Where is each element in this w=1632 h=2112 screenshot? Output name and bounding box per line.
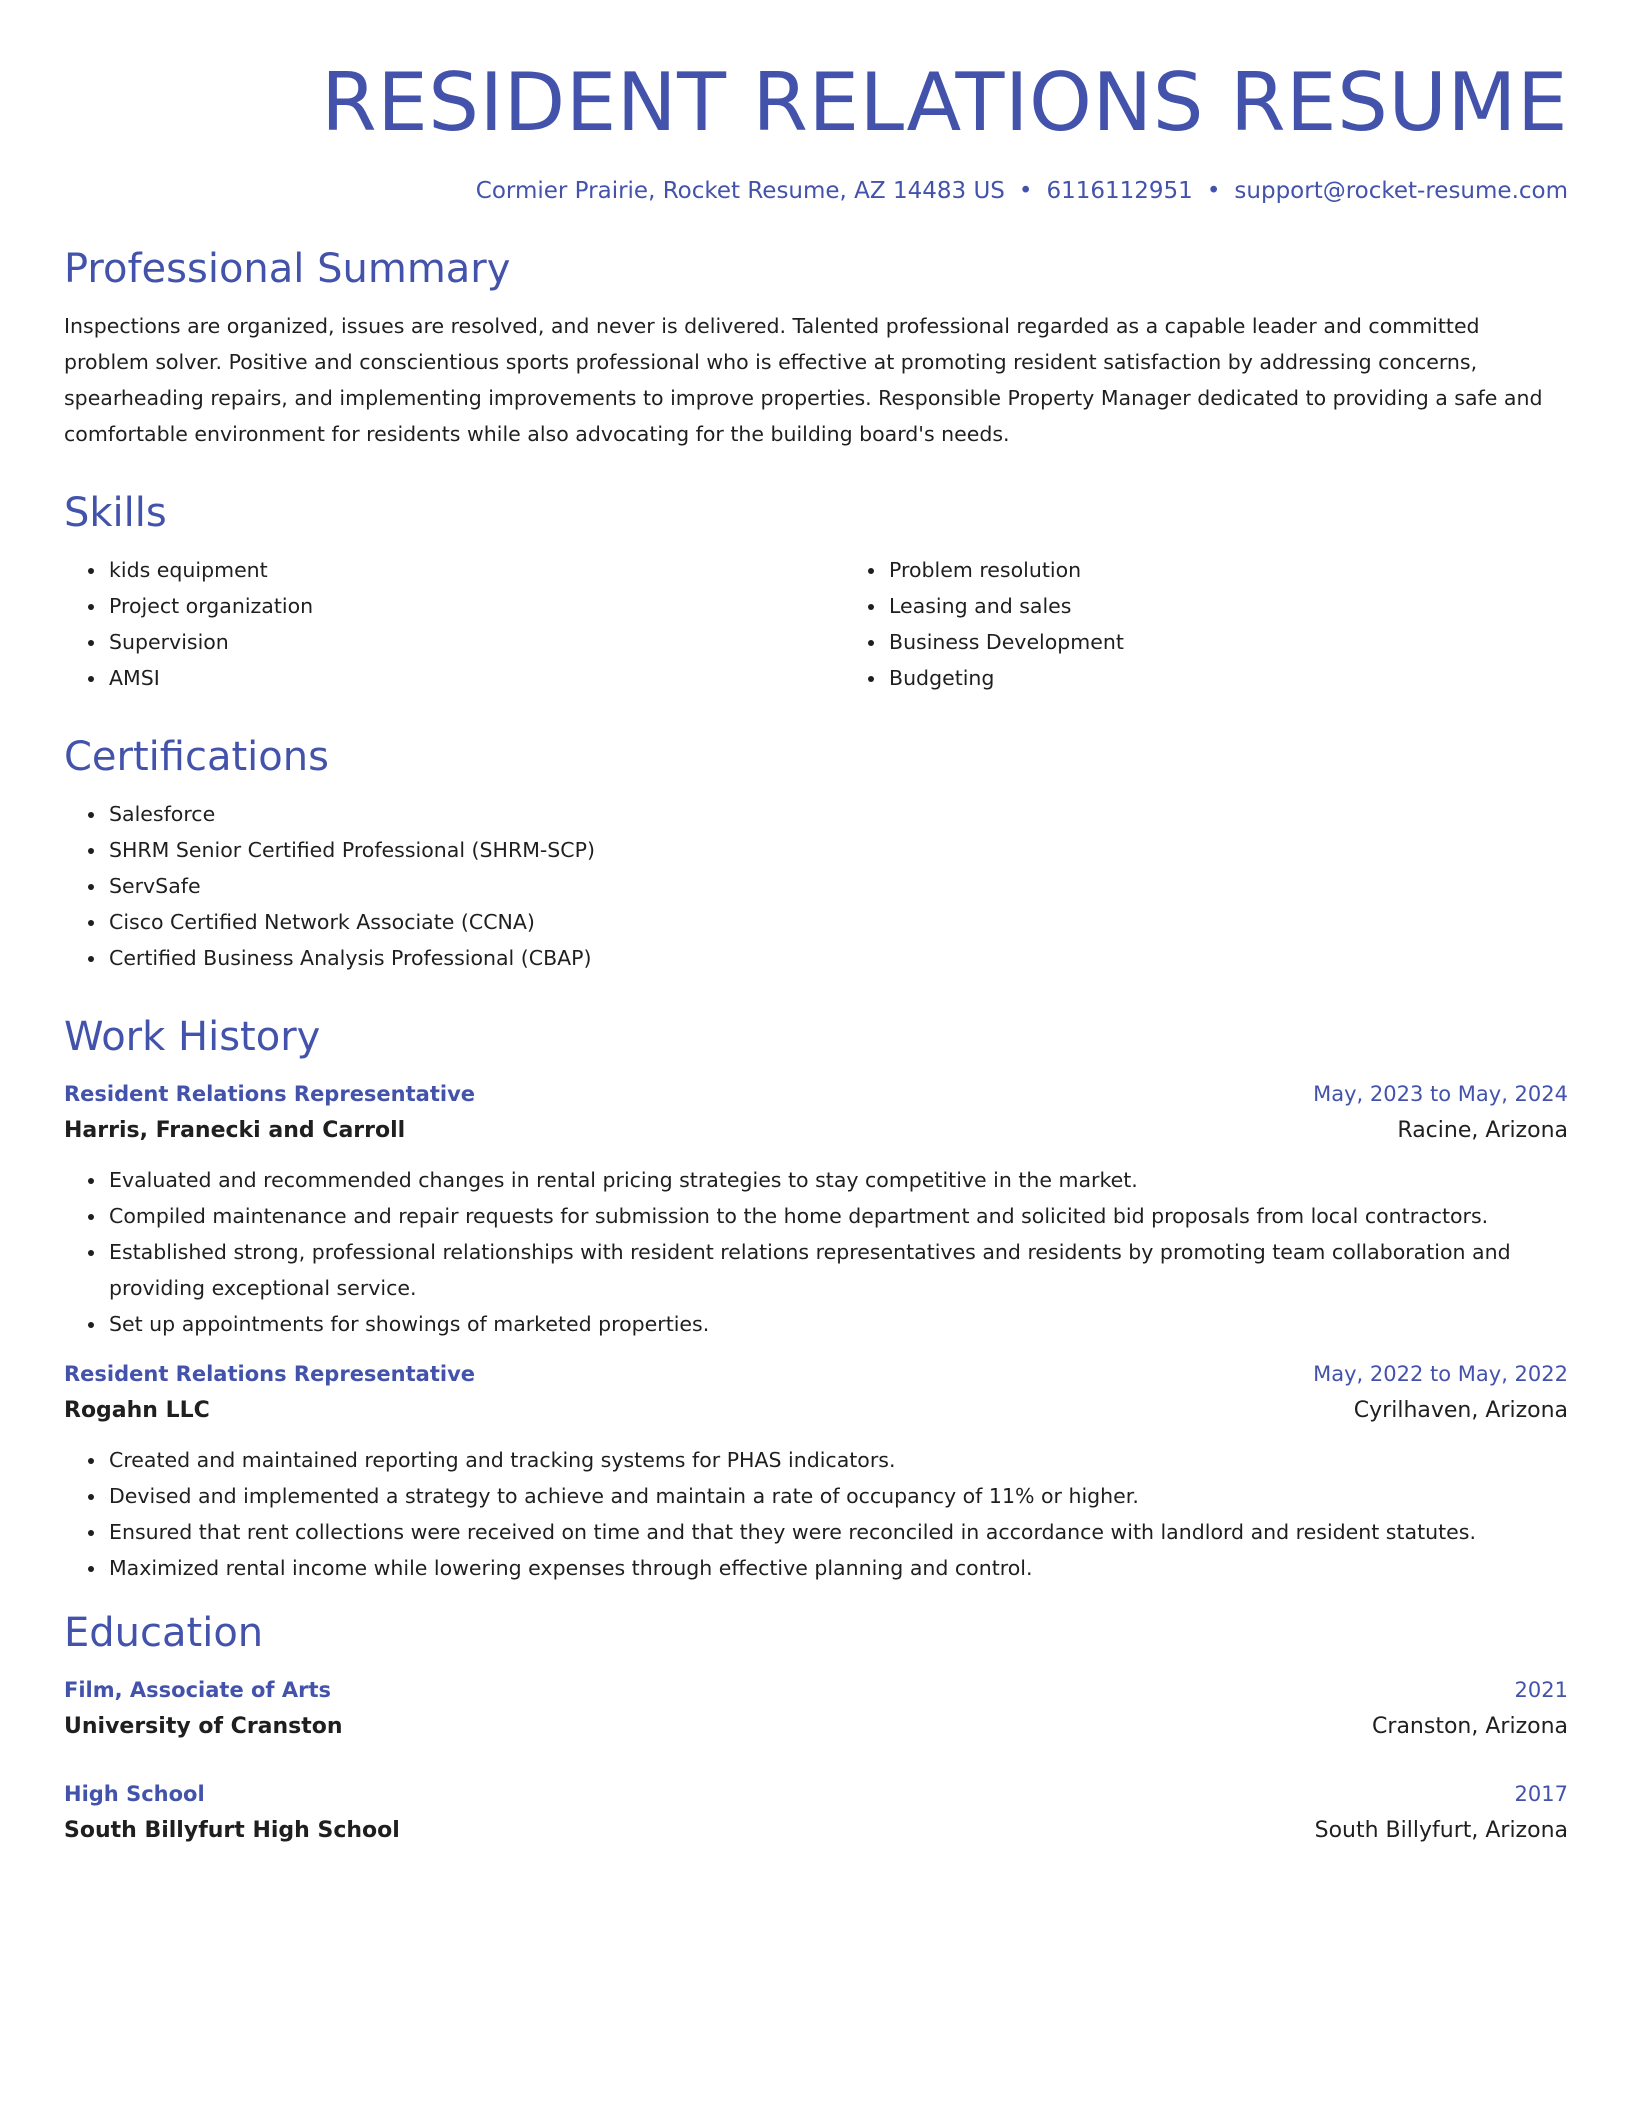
skill-item: • Project organization (107, 588, 844, 624)
job-bullet: • Created and maintained reporting and tracking systems for PHAS indicators. (107, 1442, 1568, 1478)
skills-list-left (64, 552, 844, 696)
job-bullet: • Ensured that rent collections were received on time and that they were reconciled in accordance with landlord and resident statutes. (107, 1514, 1568, 1550)
resume-title: RESIDENT RELATIONS RESUME (321, 56, 1568, 149)
skills-section (64, 486, 1568, 696)
job-company: Harris, Franecki and Carroll (64, 1118, 406, 1143)
job-entry (64, 1076, 1568, 1342)
skill-item: • Business Development (887, 624, 1568, 660)
education-school: University of Cranston (64, 1714, 343, 1739)
resume-header (64, 52, 1568, 208)
job-company: Rogahn LLC (64, 1398, 210, 1423)
skills-grid (64, 552, 1568, 696)
skill-item: • Problem resolution (887, 552, 1568, 588)
certification-item: • Cisco Certified Network Associate (CCNA) (107, 904, 1568, 940)
certifications-heading: Certifications (64, 734, 329, 780)
education-degree-row (64, 1672, 1568, 1708)
job-bullet: • Compiled maintenance and repair requests for submission to the home department and solicited bid proposals from local contractors. (107, 1198, 1568, 1234)
contact-separator: • (1018, 178, 1033, 204)
job-title-row (64, 1356, 1568, 1392)
education-school-row (64, 1812, 1568, 1850)
education-location: Cranston, Arizona (1372, 1714, 1568, 1739)
job-bullet: • Evaluated and recommended changes in rental pricing strategies to stay competitive in the market. (107, 1162, 1568, 1198)
skill-item: • Leasing and sales (887, 588, 1568, 624)
education-year: 2017 (1514, 1782, 1568, 1806)
education-entry (64, 1672, 1568, 1746)
contact-line (64, 174, 1568, 208)
education-entry (64, 1776, 1568, 1850)
education-school: South Billyfurt High School (64, 1818, 400, 1843)
job-company-row (64, 1112, 1568, 1150)
job-bullet: • Devised and implemented a strategy to achieve and maintain a rate of occupancy of 11% or higher. (107, 1478, 1568, 1514)
education-degree: High School (64, 1782, 205, 1806)
certification-item: • ServSafe (107, 868, 1568, 904)
job-bullets (64, 1162, 1568, 1342)
job-title-row (64, 1076, 1568, 1112)
contact-phone: 6116112951 (1046, 178, 1193, 204)
education-degree-row (64, 1776, 1568, 1812)
certifications-section (64, 730, 1568, 976)
skill-item: • kids equipment (107, 552, 844, 588)
job-company-row (64, 1392, 1568, 1430)
certification-item: • SHRM Senior Certified Professional (SHRM-SCP) (107, 832, 1568, 868)
contact-separator: • (1206, 178, 1221, 204)
summary-section (64, 242, 1568, 452)
certifications-list (64, 796, 1568, 976)
job-bullets (64, 1442, 1568, 1586)
skills-list-right (844, 552, 1568, 696)
job-bullet: • Set up appointments for showings of marketed properties. (107, 1306, 1568, 1342)
summary-heading: Professional Summary (64, 246, 511, 292)
skills-heading: Skills (64, 490, 167, 536)
work-history-heading: Work History (64, 1014, 321, 1060)
job-location: Racine, Arizona (1397, 1118, 1568, 1143)
certification-item: • Certified Business Analysis Professional (CBAP) (107, 940, 1568, 976)
job-location: Cyrilhaven, Arizona (1353, 1398, 1568, 1423)
contact-email[interactable]: support@rocket-resume.com (1234, 178, 1568, 204)
education-location: South Billyfurt, Arizona (1314, 1818, 1568, 1843)
job-entry (64, 1356, 1568, 1586)
education-year: 2021 (1514, 1678, 1568, 1702)
job-dates: May, 2023 to May, 2024 (1313, 1082, 1568, 1106)
summary-text: Inspections are organized, issues are resolved, and never is delivered. Talented professional regarded as a capable leader and committed problem solver. Positive and conscientious sports professional who is effective at promoting resident satisfaction by addressing concerns, spearheading repairs, and implementing improvements to improve properties. Responsible Property Manager dedicated to providing a safe and comfortable environment for residents while also advocating for the building board's needs. (64, 314, 1543, 446)
education-school-row (64, 1708, 1568, 1746)
certification-item: • Salesforce (107, 796, 1568, 832)
contact-address: Cormier Prairie, Rocket Resume, AZ 14483 US (475, 178, 1005, 204)
education-degree: Film, Associate of Arts (64, 1678, 332, 1702)
skill-item: • Budgeting (887, 660, 1568, 696)
skill-item: • AMSI (107, 660, 844, 696)
education-heading: Education (64, 1610, 264, 1656)
job-title: Resident Relations Representative (64, 1362, 476, 1386)
job-bullet: • Established strong, professional relationships with resident relations representatives and residents by promoting team collaboration and providing exceptional service. (107, 1234, 1568, 1306)
job-dates: May, 2022 to May, 2022 (1313, 1362, 1568, 1386)
work-history-section (64, 1010, 1568, 1586)
education-section (64, 1606, 1568, 1850)
job-bullet: • Maximized rental income while lowering expenses through effective planning and control. (107, 1550, 1568, 1586)
skill-item: • Supervision (107, 624, 844, 660)
job-title: Resident Relations Representative (64, 1082, 476, 1106)
